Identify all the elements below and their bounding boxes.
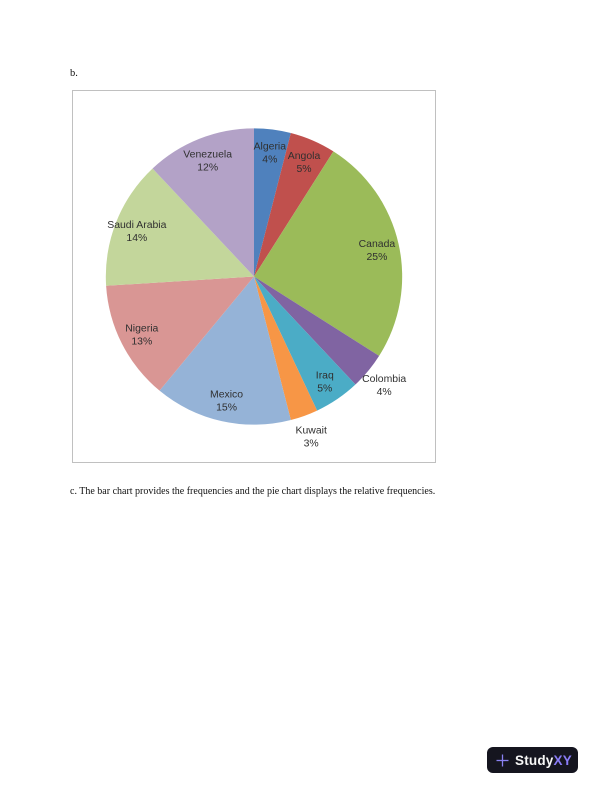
item-b-label: b. <box>70 68 78 79</box>
pie-label-venezuela: Venezuela 12% <box>183 149 233 174</box>
pie-chart-frame <box>72 90 436 463</box>
pie-label-nigeria: Nigeria 13% <box>125 323 159 348</box>
brand-wordmark <box>515 753 572 768</box>
pie-label-iraq: Iraq 5% <box>315 370 334 395</box>
pie-label-angola: Angola 5% <box>287 150 321 175</box>
pie-label-kuwait: Kuwait 3% <box>295 425 327 450</box>
studyxy-logo <box>487 747 578 773</box>
pie-label-mexico: Mexico 15% <box>210 389 244 414</box>
caption-c: c. The bar chart provides the frequencies and the pie chart displays the relative frequencies. <box>70 486 436 497</box>
brand-study: Study <box>515 752 554 768</box>
pie-label-colombia: Colombia 4% <box>362 374 407 399</box>
brand-xy: XY <box>553 752 572 768</box>
pie-label-saudi-arabia: Saudi Arabia 14% <box>107 220 167 245</box>
plus-icon <box>496 754 509 767</box>
pie-chart <box>73 91 435 462</box>
pie-label-canada: Canada 25% <box>358 239 396 263</box>
pie-label-algeria: Algeria 4% <box>253 141 287 166</box>
